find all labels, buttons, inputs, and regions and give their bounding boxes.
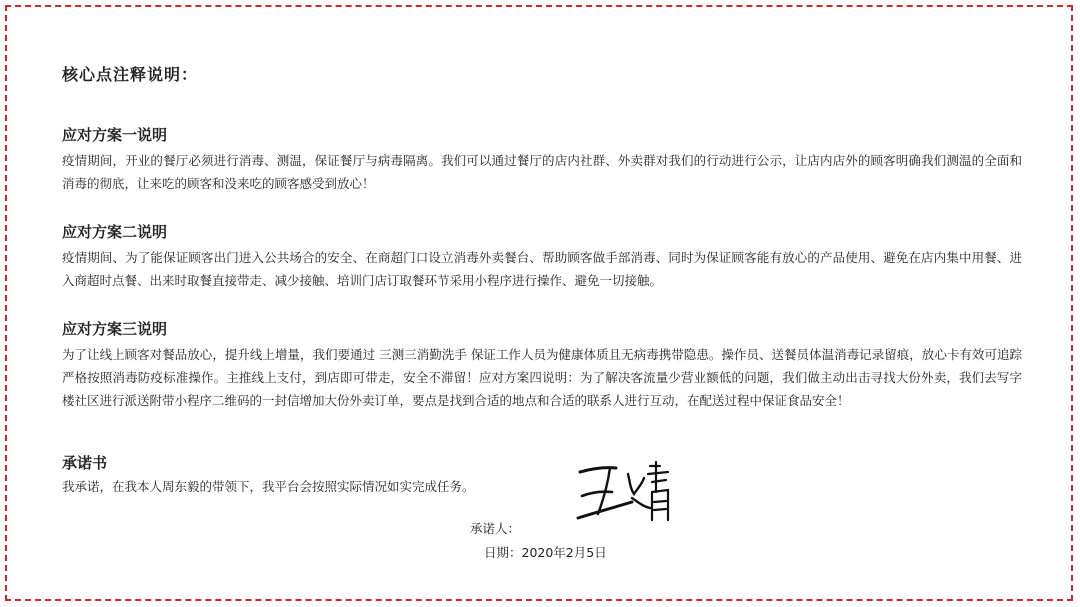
- section-heading: 应对方案一说明: [62, 126, 168, 144]
- section-body: 疫情期间、为了能保证顾客出门进入公共场合的安全、在商超门口设立消毒外卖餐台、帮助顾客做手部消毒、同时为保证顾客能有放心的产品使用、避免在店内集中用餐、进入商超时点餐、出来时取餐直接带走、减少接触、培训门店订取餐环节采用小程序进行操作、避免一切接触。: [62, 250, 1022, 288]
- section-plan-one: [62, 125, 1022, 195]
- section-heading: 应对方案三说明: [62, 320, 168, 338]
- pledge-body: 我承诺，在我本人周东毅的带领下，我平台会按照实际情况如实完成任务。: [62, 479, 475, 494]
- section-heading: 应对方案二说明: [62, 223, 168, 241]
- section-body: 为了让线上顾客对餐品放心，提升线上增量，我们要通过 三测三消勤洗手 保证工作人员为健康体质且无病毒携带隐患。操作员、送餐员体温消毒记录留痕，放心卡有效可追踪 严格按照消毒防疫标准操作。主推线上支付，到店即可带走，安全不滞留！应对方案四说明：为了解决客流量少营业额低的问题，我们做主动出击寻找大份外卖，我们去写字楼社区进行派送附带小程序二维码的一封信增加大份外卖订单，要点是找到合适的地点和合适的联系人进行互动，在配送过程中保证食品安全！: [62, 347, 1022, 408]
- section-body: 疫情期间，开业的餐厅必须进行消毒、测温，保证餐厅与病毒隔离。我们可以通过餐厅的店内社群、外卖群对我们的行动进行公示，让店内店外的顾客明确我们测温的全面和消毒的彻底，让来吃的顾客和没来吃的顾客感受到放心！: [62, 153, 1022, 191]
- pledge-date: 日期：2020年2月5日: [484, 545, 607, 560]
- section-plan-two: [62, 222, 1022, 292]
- document-content: [62, 62, 1022, 439]
- pledge-heading: 承诺书: [62, 454, 108, 472]
- handwritten-signature: [572, 458, 692, 528]
- section-plan-three: [62, 319, 1022, 412]
- page-title: 核心点注释说明：: [62, 65, 199, 84]
- signer-label: 承诺人：: [470, 521, 521, 536]
